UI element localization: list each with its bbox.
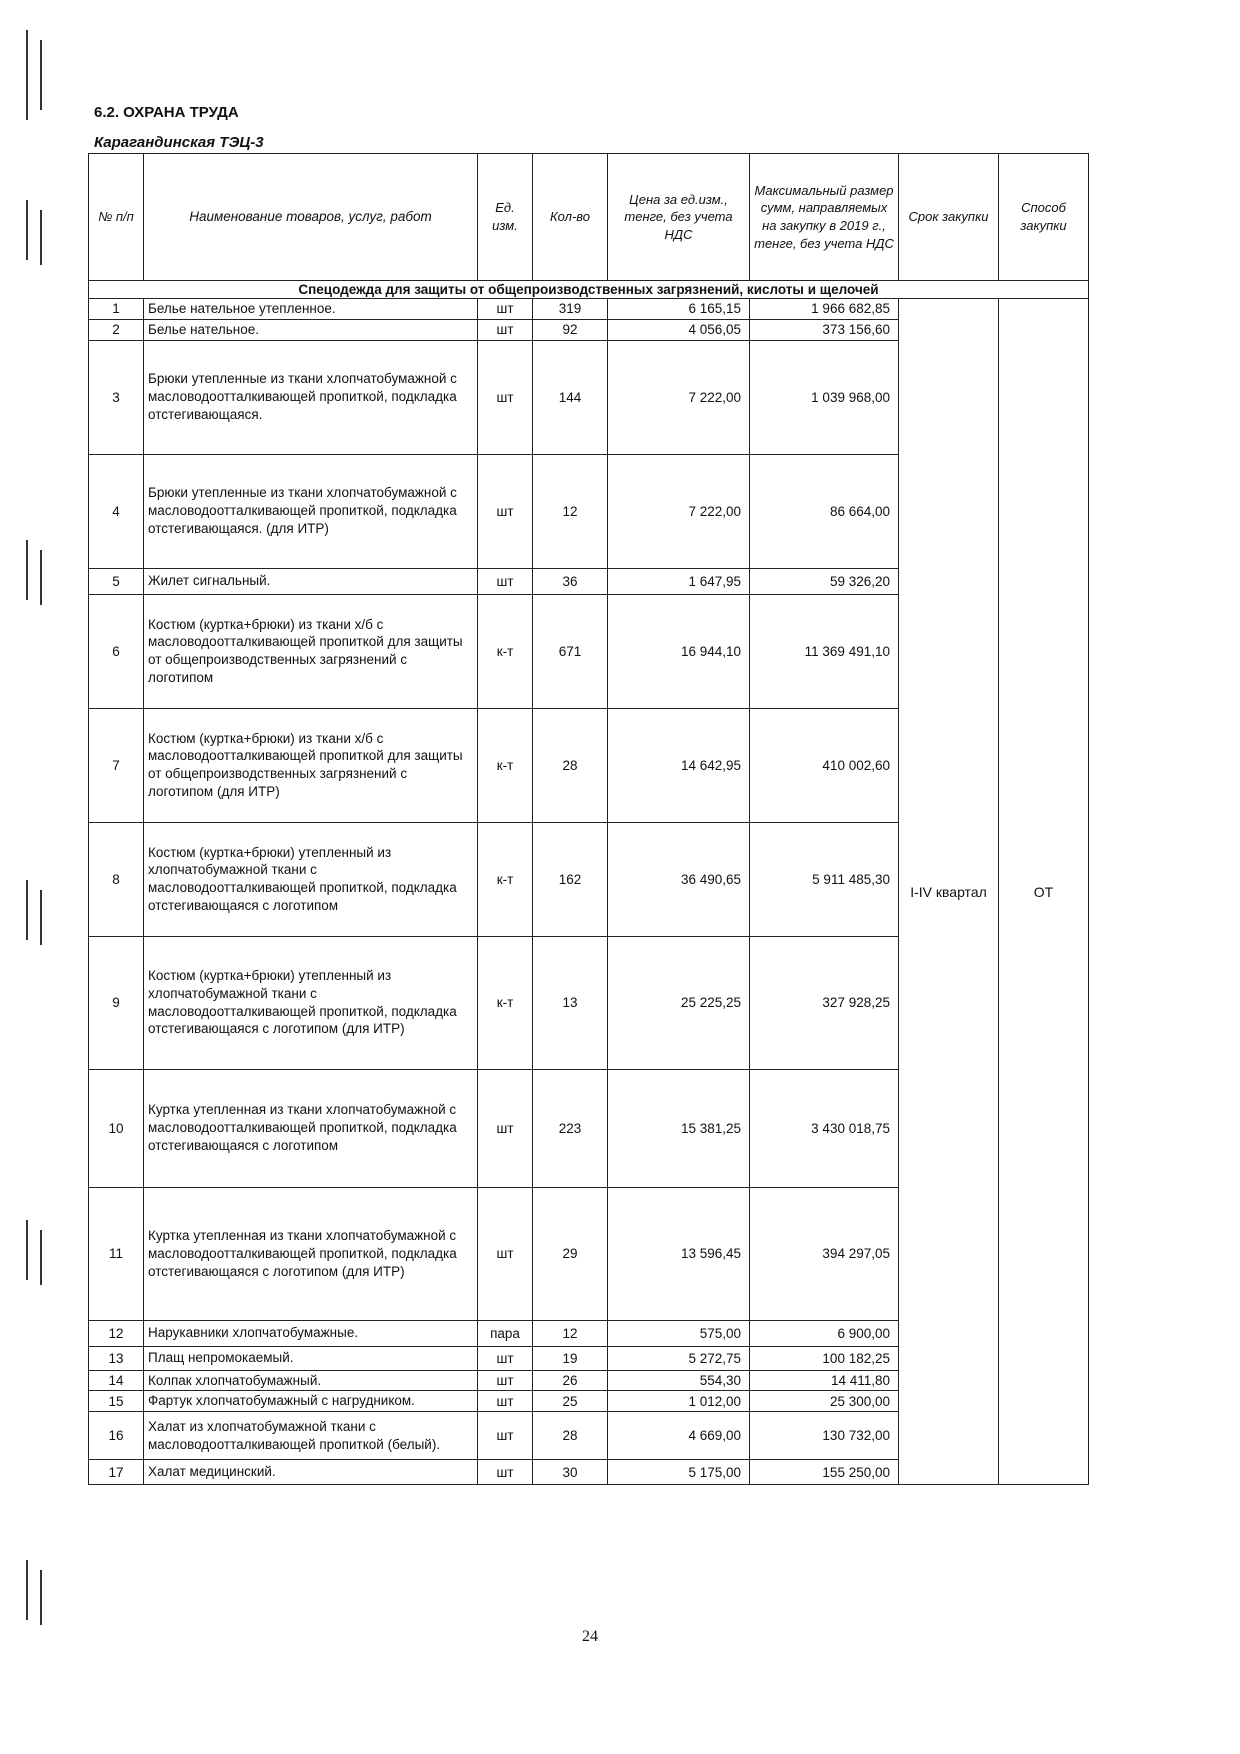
- row-name: Костюм (куртка+брюки) из ткани х/б с масловодоотталкивающей пропиткой для защиты от общепроизводственных загрязнений с логотипом: [144, 594, 478, 708]
- row-unit: шт: [478, 1187, 533, 1320]
- row-price: 16 944,10: [608, 594, 750, 708]
- scan-mark: [26, 30, 28, 120]
- row-price: 6 165,15: [608, 299, 750, 320]
- row-max: 327 928,25: [750, 936, 899, 1069]
- row-name: Костюм (куртка+брюки) из ткани х/б с масловодоотталкивающей пропиткой для защиты от общепроизводственных загрязнений с логотипом (для ИТР): [144, 708, 478, 822]
- scan-mark: [40, 1230, 42, 1285]
- row-unit: шт: [478, 1391, 533, 1412]
- scan-mark: [26, 200, 28, 260]
- row-max: 373 156,60: [750, 319, 899, 340]
- scan-mark: [26, 880, 28, 940]
- row-unit: шт: [478, 340, 533, 454]
- row-num: 14: [89, 1370, 144, 1391]
- row-unit: к-т: [478, 936, 533, 1069]
- header-num: № п/п: [89, 154, 144, 281]
- row-unit: шт: [478, 1069, 533, 1187]
- subtitle: Карагандинская ТЭЦ-3: [94, 134, 264, 151]
- row-max: 130 732,00: [750, 1412, 899, 1460]
- row-price: 575,00: [608, 1320, 750, 1346]
- scan-mark: [26, 1220, 28, 1280]
- scan-mark: [40, 210, 42, 265]
- row-name: Куртка утепленная из ткани хлопчатобумажной с масловодоотталкивающей пропиткой, подкладка отстегивающаяся с логотипом: [144, 1069, 478, 1187]
- row-max: 25 300,00: [750, 1391, 899, 1412]
- header-method: Способ закупки: [999, 154, 1089, 281]
- row-qty: 26: [533, 1370, 608, 1391]
- row-name: Брюки утепленные из ткани хлопчатобумажной с масловодоотталкивающей пропиткой, подкладка отстегивающаяся.: [144, 340, 478, 454]
- term-cell: I-IV квартал: [899, 299, 999, 1485]
- row-qty: 144: [533, 340, 608, 454]
- row-unit: шт: [478, 454, 533, 568]
- row-unit: шт: [478, 1346, 533, 1370]
- row-price: 13 596,45: [608, 1187, 750, 1320]
- row-name: Колпак хлопчатобумажный.: [144, 1370, 478, 1391]
- row-qty: 29: [533, 1187, 608, 1320]
- row-name: Брюки утепленные из ткани хлопчатобумажной с масловодоотталкивающей пропиткой, подкладка отстегивающаяся. (для ИТР): [144, 454, 478, 568]
- row-name: Халат из хлопчатобумажной ткани с масловодоотталкивающей пропиткой (белый).: [144, 1412, 478, 1460]
- row-max: 100 182,25: [750, 1346, 899, 1370]
- row-unit: шт: [478, 1460, 533, 1485]
- row-num: 9: [89, 936, 144, 1069]
- row-price: 7 222,00: [608, 340, 750, 454]
- scan-mark: [26, 540, 28, 600]
- scan-mark: [40, 550, 42, 605]
- row-price: 36 490,65: [608, 822, 750, 936]
- row-unit: пара: [478, 1320, 533, 1346]
- row-price: 25 225,25: [608, 936, 750, 1069]
- header-name: Наименование товаров, услуг, работ: [144, 154, 478, 281]
- row-name: Костюм (куртка+брюки) утепленный из хлопчатобумажной ткани с масловодоотталкивающей пропиткой, подкладка отстегивающаяся с логотипом: [144, 822, 478, 936]
- header-qty: Кол-во: [533, 154, 608, 281]
- row-price: 4 669,00: [608, 1412, 750, 1460]
- row-qty: 12: [533, 454, 608, 568]
- row-qty: 28: [533, 1412, 608, 1460]
- row-num: 1: [89, 299, 144, 320]
- procurement-table: [88, 153, 1089, 1485]
- row-qty: 223: [533, 1069, 608, 1187]
- section-title: 6.2. ОХРАНА ТРУДА: [94, 104, 239, 121]
- row-num: 6: [89, 594, 144, 708]
- header-max: Максимальный размер сумм, направляемых на закупку в 2019 г., тенге, без учета НДС: [750, 154, 899, 281]
- table-header-row: [89, 154, 1089, 281]
- header-unit: Ед. изм.: [478, 154, 533, 281]
- row-num: 16: [89, 1412, 144, 1460]
- row-num: 13: [89, 1346, 144, 1370]
- row-num: 17: [89, 1460, 144, 1485]
- row-unit: шт: [478, 1412, 533, 1460]
- row-price: 4 056,05: [608, 319, 750, 340]
- row-unit: к-т: [478, 594, 533, 708]
- row-qty: 30: [533, 1460, 608, 1485]
- row-name: Костюм (куртка+брюки) утепленный из хлопчатобумажной ткани с масловодоотталкивающей пропиткой, подкладка отстегивающаяся с логотипом (для ИТР): [144, 936, 478, 1069]
- row-price: 14 642,95: [608, 708, 750, 822]
- row-price: 15 381,25: [608, 1069, 750, 1187]
- row-max: 14 411,80: [750, 1370, 899, 1391]
- category-row: [89, 281, 1089, 299]
- row-num: 4: [89, 454, 144, 568]
- table-row: [89, 299, 1089, 320]
- row-price: 554,30: [608, 1370, 750, 1391]
- row-unit: шт: [478, 299, 533, 320]
- method-cell: ОТ: [999, 299, 1089, 1485]
- scan-mark: [40, 1570, 42, 1625]
- row-unit: к-т: [478, 708, 533, 822]
- row-name: Плащ непромокаемый.: [144, 1346, 478, 1370]
- row-qty: 92: [533, 319, 608, 340]
- row-qty: 12: [533, 1320, 608, 1346]
- header-term: Срок закупки: [899, 154, 999, 281]
- row-price: 7 222,00: [608, 454, 750, 568]
- row-qty: 319: [533, 299, 608, 320]
- row-name: Куртка утепленная из ткани хлопчатобумажной с масловодоотталкивающей пропиткой, подкладка отстегивающаяся с логотипом (для ИТР): [144, 1187, 478, 1320]
- row-qty: 19: [533, 1346, 608, 1370]
- row-num: 7: [89, 708, 144, 822]
- row-unit: к-т: [478, 822, 533, 936]
- row-num: 2: [89, 319, 144, 340]
- row-name: Нарукавники хлопчатобумажные.: [144, 1320, 478, 1346]
- row-qty: 25: [533, 1391, 608, 1412]
- row-max: 59 326,20: [750, 568, 899, 594]
- row-max: 86 664,00: [750, 454, 899, 568]
- row-max: 3 430 018,75: [750, 1069, 899, 1187]
- category-label: Спецодежда для защиты от общепроизводственных загрязнений, кислоты и щелочей: [89, 281, 1089, 299]
- row-name: Белье нательное.: [144, 319, 478, 340]
- row-max: 394 297,05: [750, 1187, 899, 1320]
- row-name: Фартук хлопчатобумажный с нагрудником.: [144, 1391, 478, 1412]
- row-num: 5: [89, 568, 144, 594]
- row-num: 15: [89, 1391, 144, 1412]
- scan-mark: [40, 40, 42, 110]
- row-max: 1 039 968,00: [750, 340, 899, 454]
- row-max: 410 002,60: [750, 708, 899, 822]
- row-qty: 28: [533, 708, 608, 822]
- row-qty: 13: [533, 936, 608, 1069]
- row-name: Жилет сигнальный.: [144, 568, 478, 594]
- row-num: 10: [89, 1069, 144, 1187]
- row-price: 1 012,00: [608, 1391, 750, 1412]
- scan-mark: [26, 1560, 28, 1620]
- row-num: 12: [89, 1320, 144, 1346]
- table-body: [89, 281, 1089, 1485]
- row-num: 3: [89, 340, 144, 454]
- row-max: 1 966 682,85: [750, 299, 899, 320]
- row-num: 8: [89, 822, 144, 936]
- row-max: 11 369 491,10: [750, 594, 899, 708]
- row-max: 6 900,00: [750, 1320, 899, 1346]
- row-unit: шт: [478, 319, 533, 340]
- row-unit: шт: [478, 568, 533, 594]
- row-name: Халат медицинский.: [144, 1460, 478, 1485]
- row-name: Белье нательное утепленное.: [144, 299, 478, 320]
- row-qty: 671: [533, 594, 608, 708]
- scan-mark: [40, 890, 42, 945]
- header-price: Цена за ед.изм., тенге, без учета НДС: [608, 154, 750, 281]
- row-qty: 36: [533, 568, 608, 594]
- row-price: 1 647,95: [608, 568, 750, 594]
- row-price: 5 175,00: [608, 1460, 750, 1485]
- row-max: 5 911 485,30: [750, 822, 899, 936]
- row-price: 5 272,75: [608, 1346, 750, 1370]
- row-num: 11: [89, 1187, 144, 1320]
- row-qty: 162: [533, 822, 608, 936]
- page-number: 24: [582, 1628, 598, 1645]
- row-unit: шт: [478, 1370, 533, 1391]
- row-max: 155 250,00: [750, 1460, 899, 1485]
